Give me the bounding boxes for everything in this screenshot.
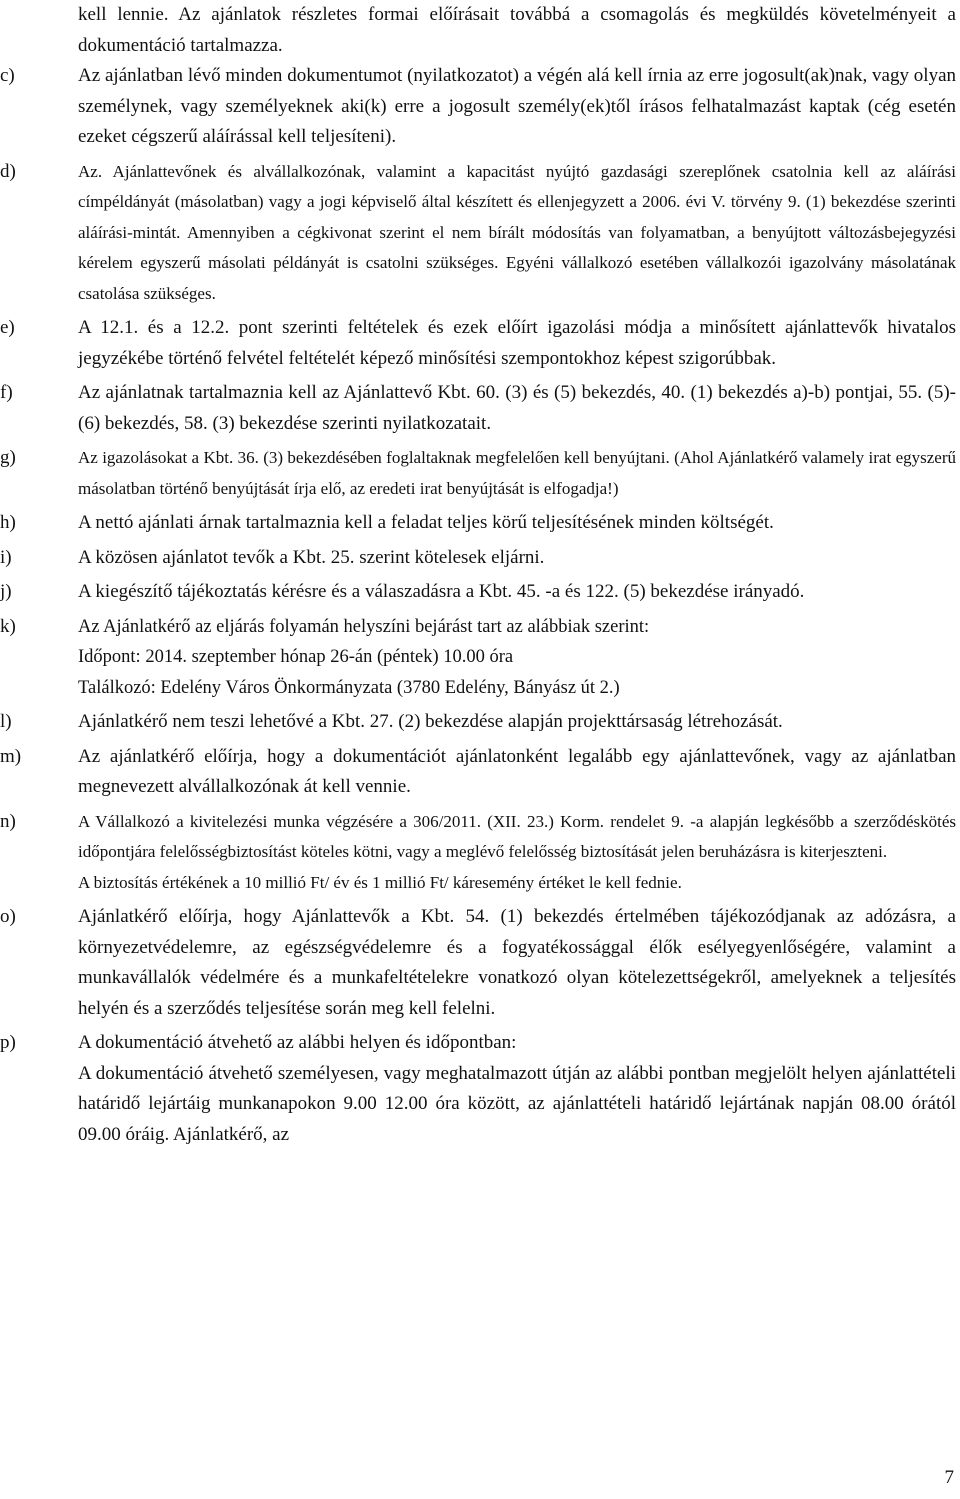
paragraph: Az ajánlatban lévő minden dokumentumot (nyilatkozatot) a végén alá kell írnia az erre jogosult(ak)nak, vagy olyan személynek, vagy személyeknek aki(k) erre a jogosult személy(ek)től írásos felhatalmazást kaptak (cég esetén ezeket cégszerű aláírással kell teljesíteni). [78, 65, 956, 147]
list-item-j [0, 577, 960, 608]
list-item-m [0, 742, 960, 803]
paragraph: Az Ajánlatkérő az eljárás folyamán helyszíni bejárást tart az alábbiak szerint: [78, 616, 650, 637]
item-body [78, 807, 956, 899]
list-item-i [0, 543, 960, 574]
item-label: j) [0, 581, 12, 602]
item-label: p) [0, 1032, 16, 1053]
item-label: c) [0, 65, 15, 86]
list-item-o [0, 902, 960, 1024]
item-label: o) [0, 906, 16, 927]
list-item-d [0, 157, 960, 310]
paragraph: A 12.1. és a 12.2. pont szerinti feltételek és ezek előírt igazolási módja a minősített ajánlattevők hivatalos jegyzékébe történő felvétel feltételét képező minősítési szempontokhoz képest szigorúbbak. [78, 317, 956, 369]
item-body [78, 612, 956, 704]
item-label: i) [0, 546, 12, 568]
item-body [78, 1028, 956, 1150]
list-item-g [0, 443, 960, 504]
paragraph: Találkozó: Edelény Város Önkormányzata (3780 Edelény, Bányász út 2.) [78, 677, 620, 698]
list-item-n [0, 807, 960, 899]
paragraph: A nettó ajánlati árnak tartalmaznia kell a feladat teljes körű teljesítésének minden költségét. [78, 512, 774, 533]
list-item-p [0, 1028, 960, 1150]
item-label: d) [0, 160, 16, 182]
paragraph: Az. Ajánlattevőnek és alvállalkozónak, valamint a kapacitást nyújtó gazdasági szereplőnek csatolnia kell az aláírási címpéldányát (másolatban) vagy a jogi képviselő által készített és ellenjegyzett a 2006. évi V. törvény 9. (1) bekezdése szerinti aláírási-mintát. Amennyiben a cégkivonat szerint el nem bírált módosítás van folyamatban, a benyújtott változásbejegyzési kérelem egyszerű másolati példányát is csatolni szükséges. Egyéni vállalkozó esetében vállalkozói igazolvány másolatának csatolása szükséges. [78, 161, 956, 303]
item-body [78, 508, 956, 539]
item-body [78, 443, 956, 504]
item-label: e) [0, 317, 15, 338]
page-number: 7 [944, 1467, 954, 1488]
paragraph: A dokumentáció átvehető az alábbi helyen és időpontban: [78, 1032, 517, 1053]
list-item-continuation [0, 0, 960, 61]
paragraph: A közösen ajánlatot tevők a Kbt. 25. szerint kötelesek eljárni. [78, 546, 545, 568]
paragraph: A biztosítás értékének a 10 millió Ft/ év és 1 millió Ft/ káresemény értéket le kell fednie. [78, 872, 682, 892]
paragraph: Ajánlatkérő nem teszi lehetővé a Kbt. 27. (2) bekezdése alapján projekttársaság létrehozását. [78, 711, 783, 732]
paragraph: Az ajánlatnak tartalmaznia kell az Ajánlattevő Kbt. 60. (3) és (5) bekezdés, 40. (1) bekezdés a)-b) pontjai, 55. (5)-(6) bekezdés, 58. (3) bekezdése szerinti nyilatkozatait. [78, 382, 956, 434]
item-label: m) [0, 745, 22, 767]
item-body [78, 707, 956, 738]
paragraph: kell lennie. Az ajánlatok részletes formai előírásait továbbá a csomagolás és megküldés követelményeit a dokumentáció tartalmazza. [78, 4, 956, 56]
list-item-k [0, 612, 960, 704]
item-body [78, 378, 956, 439]
item-label: h) [0, 512, 16, 533]
list-item-f [0, 378, 960, 439]
list-item-l [0, 707, 960, 738]
paragraph: A kiegészítő tájékoztatás kérésre és a válaszadásra a Kbt. 45. -a és 122. (5) bekezdése irányadó. [78, 581, 805, 602]
item-body [78, 61, 956, 153]
item-body [78, 313, 956, 374]
item-label: n) [0, 810, 16, 832]
item-body [78, 157, 956, 310]
item-label: l) [0, 711, 12, 732]
item-body [78, 902, 956, 1024]
item-label: k) [0, 615, 16, 637]
list-item-e [0, 313, 960, 374]
item-body [78, 0, 956, 61]
paragraph: Az igazolásokat a Kbt. 36. (3) bekezdésében foglaltaknak megfelelően kell benyújtani. (Ahol Ajánlatkérő valamely irat egyszerű másolatban történő benyújtását írja elő, az eredeti irat benyújtását is elfogadja!) [78, 448, 956, 498]
paragraph: A Vállalkozó a kivitelezési munka végzésére a 306/2011. (XII. 23.) Korm. rendelet 9. -a alapján legkésőbb a szerződéskötés időpontjára felelősségbiztosítást köteles kötni, vagy a meglévő felelősség biztosítását jelen beruházásra is kiterjeszteni. [78, 811, 956, 861]
paragraph: Ajánlatkérő előírja, hogy Ajánlattevők a Kbt. 54. (1) bekezdés értelmében tájékozódjanak az adózásra, a környezetvédelemre, az egészségvédelemre és a fogyatékossággal élők esélyegyenlőségére, valamint a munkavállalók védelmére és a munkafeltételekre vonatkozó olyan kötelezettségekről, amelyeknek a teljesítés helyén és a szerződés teljesítése során meg kell felelni. [78, 906, 956, 1019]
item-label: g) [0, 447, 16, 468]
paragraph: Az ajánlatkérő előírja, hogy a dokumentációt ajánlatonként legalább egy ajánlattevőnek, vagy az ajánlatban megnevezett alvállalkozónak át kell vennie. [78, 745, 956, 797]
list-item-h [0, 508, 960, 539]
item-label: f) [0, 382, 13, 403]
item-body [78, 543, 956, 574]
list-item-c [0, 61, 960, 153]
item-body [78, 742, 956, 803]
paragraph: Időpont: 2014. szeptember hónap 26-án (péntek) 10.00 óra [78, 647, 514, 667]
paragraph: A dokumentáció átvehető személyesen, vagy meghatalmazott útján az alábbi pontban megjelölt helyen ajánlattételi határidő lejártáig munkanapokon 9.00 12.00 óra között, az ajánlattételi határidő lejártának napján 08.00 órától 09.00 óráig. Ajánlatkérő, az [78, 1062, 956, 1145]
item-body [78, 577, 956, 608]
